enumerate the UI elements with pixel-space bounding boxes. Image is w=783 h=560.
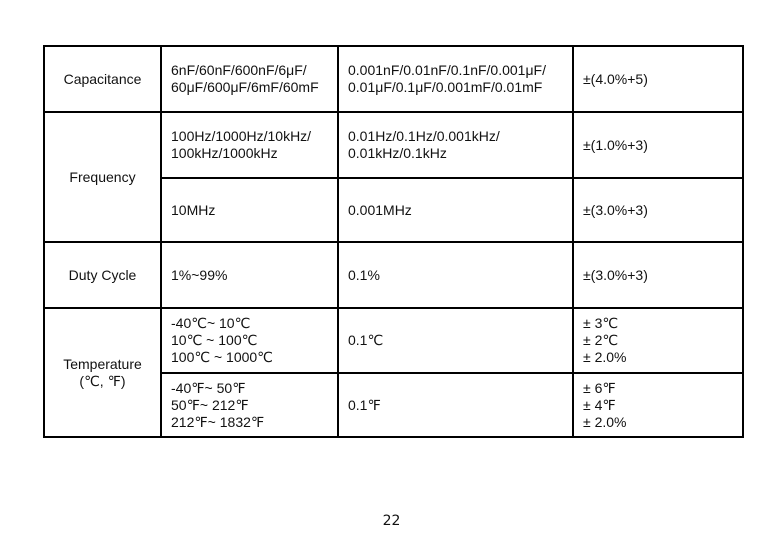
capacitance-label: Capacitance <box>44 46 161 112</box>
temperature-range-line: 212℉~ 1832℉ <box>171 413 265 430</box>
frequency-accuracy: ±(3.0%+3) <box>573 178 743 242</box>
temperature-resolution: 0.1℉ <box>338 373 573 437</box>
frequency-resolution <box>338 112 573 178</box>
temperature-range <box>161 308 338 373</box>
temperature-range-line: 10℃ ~ 100℃ <box>171 332 258 348</box>
temperature-accuracy <box>573 373 743 437</box>
capacitance-accuracy: ±(4.0%+5) <box>573 46 743 112</box>
capacitance-range <box>161 46 338 112</box>
temperature-accuracy-line: ± 2℃ <box>583 332 619 348</box>
temperature-accuracy-line: ± 6℉ <box>583 379 616 396</box>
duty-cycle-range: 1%~99% <box>161 242 338 308</box>
frequency-resolution-line: 0.01Hz/0.1Hz/0.001kHz/ <box>348 128 500 144</box>
temperature-accuracy <box>573 308 743 373</box>
frequency-accuracy: ±(1.0%+3) <box>573 112 743 178</box>
temperature-resolution: 0.1℃ <box>338 308 573 373</box>
frequency-range <box>161 112 338 178</box>
temperature-units: (℃, ℉) <box>79 372 126 389</box>
frequency-resolution-line: 0.01kHz/0.1kHz <box>348 145 447 161</box>
specification-table <box>43 45 744 438</box>
temperature-label-cell <box>44 308 161 437</box>
capacitance-resolution-line: 0.01μF/0.1μF/0.001mF/0.01mF <box>348 79 543 95</box>
frequency-range-line: 100kHz/1000kHz <box>171 145 278 161</box>
temperature-label: Temperature <box>63 355 142 372</box>
capacitance-resolution <box>338 46 573 112</box>
frequency-resolution: 0.001MHz <box>338 178 573 242</box>
frequency-range-line: 100Hz/1000Hz/10kHz/ <box>171 128 312 144</box>
duty-cycle-row <box>44 242 743 308</box>
page-number: 22 <box>382 513 401 529</box>
temperature-range-line: -40℃~ 10℃ <box>171 315 251 331</box>
duty-cycle-resolution: 0.1% <box>338 242 573 308</box>
temperature-range <box>161 373 338 437</box>
duty-cycle-label: Duty Cycle <box>44 242 161 308</box>
temperature-row <box>44 308 743 373</box>
capacitance-resolution-line: 0.001nF/0.01nF/0.1nF/0.001μF/ <box>348 62 546 78</box>
capacitance-range-line: 60μF/600μF/6mF/60mF <box>171 79 319 95</box>
frequency-range: 10MHz <box>161 178 338 242</box>
duty-cycle-accuracy: ±(3.0%+3) <box>573 242 743 308</box>
frequency-row <box>44 112 743 178</box>
frequency-label: Frequency <box>44 112 161 242</box>
capacitance-row <box>44 46 743 112</box>
temperature-range-line: 100℃ ~ 1000℃ <box>171 349 273 365</box>
temperature-accuracy-line: ± 2.0% <box>583 413 627 430</box>
temperature-accuracy-line: ± 2.0% <box>583 349 627 365</box>
temperature-accuracy-line: ± 4℉ <box>583 396 616 413</box>
temperature-accuracy-line: ± 3℃ <box>583 315 619 331</box>
temperature-range-line: 50℉~ 212℉ <box>171 396 249 413</box>
temperature-range-line: -40℉~ 50℉ <box>171 379 246 396</box>
capacitance-range-line: 6nF/60nF/600nF/6μF/ <box>171 62 307 78</box>
